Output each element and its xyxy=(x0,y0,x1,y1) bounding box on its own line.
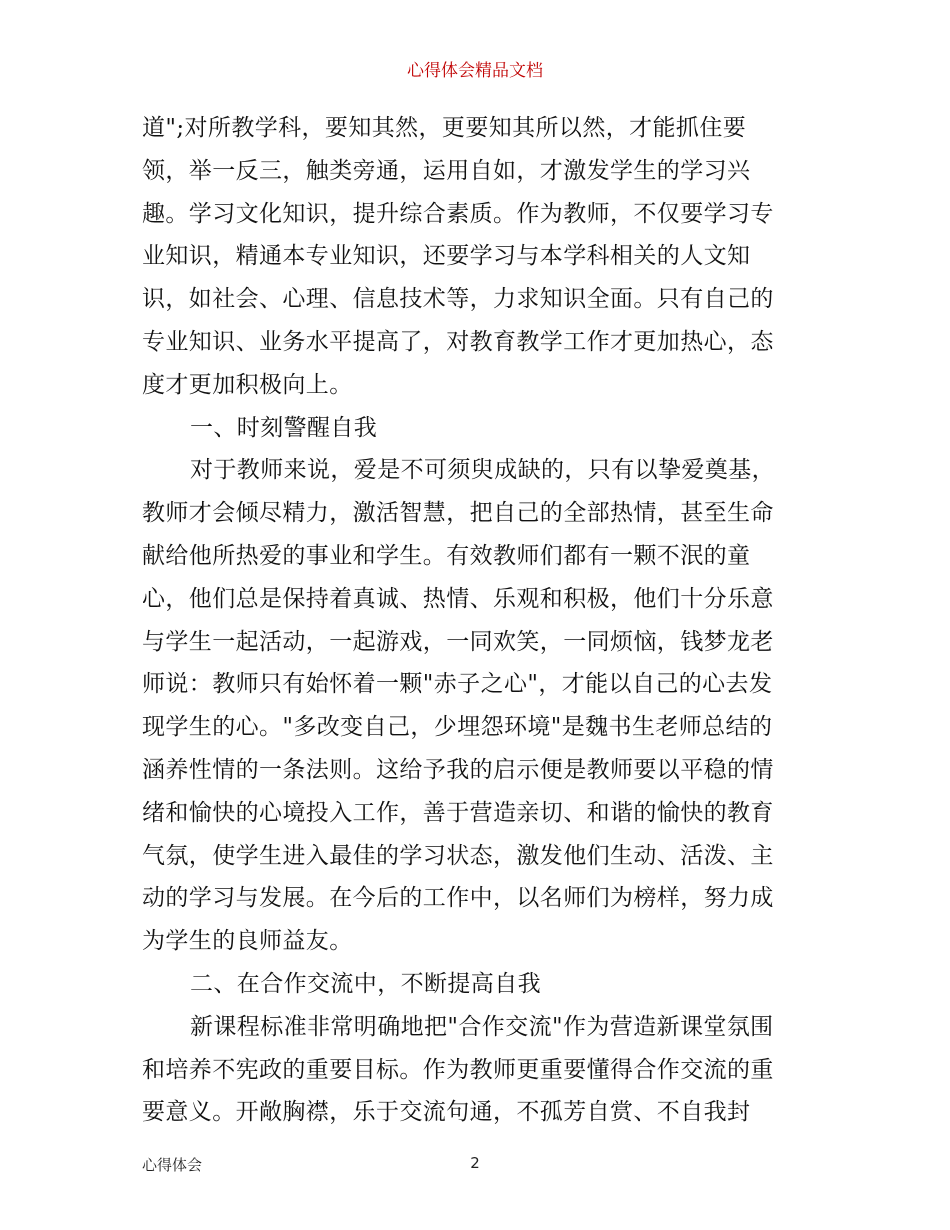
text-line: 对于教师来说，爱是不可须臾成缺的，只有以挚爱奠基， xyxy=(190,457,775,484)
text-line: 领，举一反三，触类旁通，运用自如，才激发学生的学习兴 xyxy=(142,157,751,184)
text-line: 业知识，精通本专业知识，还要学习与本学科相关的人文知 xyxy=(142,243,751,270)
text-line: 新课程标准非常明确地把"合作交流"作为营造新课堂氛围 xyxy=(190,1013,774,1040)
text-line: 识，如社会、心理、信息技术等，力求知识全面。只有自己的 xyxy=(142,286,774,313)
text-line: 涵养性情的一条法则。这给予我的启示便是教师要以平稳的情 xyxy=(142,756,774,783)
document-body xyxy=(142,107,814,1134)
text-line: 趣。学习文化知识，提升综合素质。作为教师，不仅要学习专 xyxy=(142,200,774,227)
text-line: 动的学习与发展。在今后的工作中，以名师们为榜样，努力成 xyxy=(142,885,774,912)
text-line: 心，他们总是保持着真诚、热情、乐观和积极，他们十分乐意 xyxy=(142,585,774,612)
section-heading: 二、在合作交流中，不断提高自我 xyxy=(190,970,541,997)
text-line: 要意义。开敞胸襟，乐于交流句通，不孤芳自赏、不自我封 xyxy=(142,1099,751,1126)
text-line: 现学生的心。"多改变自己，少埋怨环境"是魏书生老师总结的 xyxy=(142,714,773,741)
text-line: 绪和愉快的心境投入工作，善于营造亲切、和谐的愉快的教育 xyxy=(142,799,774,826)
text-line: 气氛，使学生进入最佳的学习状态，激发他们生动、活泼、主 xyxy=(142,842,774,869)
text-line: 师说：教师只有始怀着一颗"赤子之心"，才能以自己的心去发 xyxy=(142,671,773,698)
section-heading: 一、时刻警醒自我 xyxy=(190,414,378,441)
text-line: 献给他所热爱的事业和学生。有效教师们都有一颗不泯的童 xyxy=(142,542,751,569)
text-line: 教师才会倾尽精力，激活智慧，把自己的全部热情，甚至生命 xyxy=(142,500,774,527)
text-line: 度才更加积极向上。 xyxy=(142,371,353,398)
page-header-title: 心得体会精品文档 xyxy=(407,61,543,81)
page-number: 2 xyxy=(470,1154,480,1172)
text-line: 为学生的良师益友。 xyxy=(142,928,353,955)
text-line: 和培养不宪政的重要目标。作为教师更重要懂得合作交流的重 xyxy=(142,1056,774,1083)
text-line: 道";对所教学科，要知其然，更要知其所以然，才能抓住要 xyxy=(142,115,747,141)
text-line: 与学生一起活动，一起游戏，一同欢笑，一同烦恼，钱梦龙老 xyxy=(142,628,774,655)
text-line: 专业知识、业务水平提高了，对教育教学工作才更加热心，态 xyxy=(142,328,774,355)
footer-label: 心得体会 xyxy=(142,1156,203,1174)
